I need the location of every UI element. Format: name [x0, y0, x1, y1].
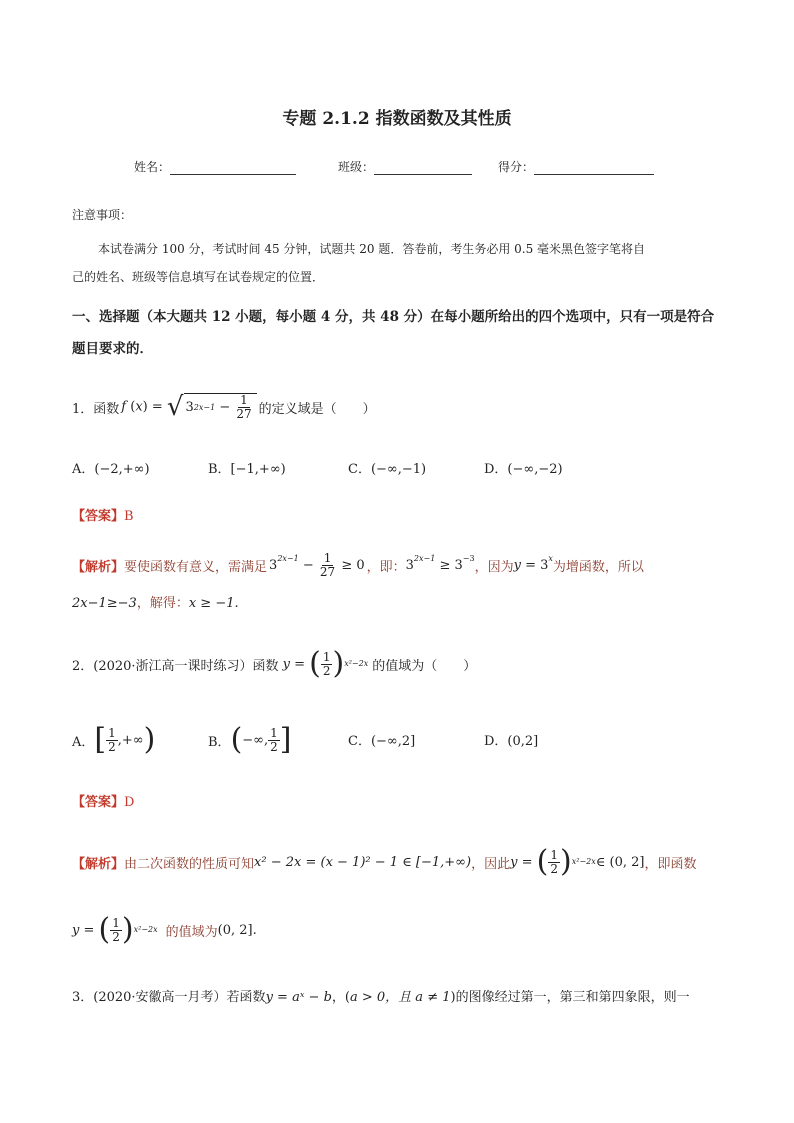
q2-answer-tag: 【答案】: [72, 795, 125, 810]
q1-analysis-ineq3: 2x−1≥−3: [72, 596, 137, 611]
q1-option-c[interactable]: C．(−∞,−1): [348, 462, 427, 477]
section-heading-line1: 一、选择题（本大题共 12 小题，每小题 4 分，共 48 分）在每小题所给出的四个选项中，只有一项是符合: [72, 309, 715, 325]
q2-answer: [72, 791, 134, 810]
q2-option-d[interactable]: D．(0,2]: [484, 734, 539, 749]
q2-formula: y = ( $\frac{1}{2}$ ) x²−2x: [282, 646, 369, 681]
name-field[interactable]: [134, 158, 296, 175]
notice-line2: 己的姓名、班级等信息填写在试卷规定的位置．: [72, 270, 325, 284]
question-1: [72, 390, 376, 424]
q2-analysis-range: ∈ (0, 2]: [595, 854, 645, 870]
q1-answer: [72, 505, 134, 524]
q1-suffix: 的定义域是（ ）: [258, 401, 376, 417]
q2-analysis-text-e: 的值域为: [165, 924, 218, 940]
q1-analysis-result: x ≥ −1.: [188, 596, 239, 611]
question-3: [72, 986, 690, 1005]
q1-prefix: 1．函数: [72, 401, 120, 417]
q2-prefix: 2．(2020·浙江高一课时练习）函数: [72, 658, 279, 674]
q1-analysis-text-d: 为增函数，所以: [552, 559, 644, 575]
score-label: 得分：: [498, 160, 535, 174]
q2-analysis-final: (0, 2].: [217, 922, 257, 938]
q1-analysis-text-b: ，即：: [366, 559, 406, 575]
q1-answer-tag: 【答案】: [72, 509, 125, 524]
q2-analysis-text-d: ，即函数: [644, 856, 697, 872]
q1-analysis-line1: [72, 550, 644, 580]
notice-heading: 注意事项：: [72, 208, 133, 222]
page-title: 专题 2.1.2 指数函数及其性质: [282, 109, 512, 129]
q2-option-a[interactable]: A． [ $\frac{1}{2}$ ,+∞ ): [72, 722, 156, 757]
q3-text-a: 3．(2020·安徽高一月考）若函数: [72, 990, 266, 1005]
q1-analysis-ineq2: $3^{2x-1} \ge 3^{-3}$: [405, 553, 475, 573]
class-blank[interactable]: [374, 160, 472, 175]
q2-option-c[interactable]: C．(−∞,2]: [348, 734, 416, 749]
q1-analysis-tag: 【解析】: [72, 559, 125, 575]
score-field[interactable]: [498, 158, 654, 175]
q3-condition: a > 0，且 a ≠ 1: [350, 990, 451, 1005]
q1-option-b[interactable]: B．[−1,+∞): [208, 462, 286, 477]
q2-analysis-expr: x² − 2x = (x − 1)² − 1 ∈ [−1,+∞): [254, 854, 472, 870]
section-heading-line2: 题目要求的．: [72, 341, 153, 357]
q3-expr: y = aˣ − b: [265, 990, 332, 1005]
class-field[interactable]: [338, 158, 472, 175]
q2-analysis-formula: y = ( $\frac{1}{2}$ ) x²−2x: [510, 844, 596, 879]
q2-analysis-text-b: ，因此: [471, 856, 511, 872]
q2-analysis-formula2: y = ( $\frac{1}{2}$ ) x²−2x: [72, 912, 158, 947]
name-label: 姓名：: [134, 160, 171, 174]
q2-option-b-label: B．: [208, 734, 231, 750]
q1-formula: f (x) = √ 3 2x−1 − $\frac{1}{27}$: [121, 393, 256, 421]
q2-analysis-text-a: 由二次函数的性质可知: [124, 856, 255, 872]
notice-line1: 本试卷满分 100 分，考试时间 45 分钟，试题共 20 题．答卷前，考生务必用 0.5 毫米黑色签字笔将自: [98, 242, 646, 256]
score-blank[interactable]: [534, 160, 654, 175]
q3-text-b: ，(: [331, 990, 350, 1005]
q1-option-d[interactable]: D．(−∞,−2): [484, 462, 563, 477]
q1-analysis-func: $y = 3^x$: [513, 553, 553, 573]
q2-answer-value: D: [124, 795, 135, 810]
q2-option-a-label: A．: [72, 734, 95, 750]
class-label: 班级：: [338, 160, 375, 174]
q2-option-b[interactable]: B． ( −∞, $\frac{1}{2}$ ]: [208, 722, 292, 757]
q2-analysis-tag: 【解析】: [72, 856, 125, 872]
q1-answer-value: B: [124, 509, 134, 524]
q1-option-a[interactable]: A．(−2,+∞): [72, 462, 150, 477]
q1-analysis-line2: [72, 592, 239, 611]
question-2: [72, 644, 476, 684]
q1-analysis-text-e: ，解得：: [136, 596, 189, 611]
q1-analysis-ineq: $3^{2x-1}$ − $\frac{1}{27}$ ≥ 0: [269, 550, 365, 579]
q3-text-c: )的图像经过第一，第三和第四象限，则一: [450, 990, 690, 1005]
q2-analysis-line1: [72, 840, 697, 884]
q2-analysis-line2: [72, 908, 257, 952]
name-blank[interactable]: [170, 160, 296, 175]
q2-suffix: 的值域为（ ）: [372, 658, 477, 674]
q1-analysis-text-c: ，因为: [474, 559, 514, 575]
q1-analysis-text-a: 要使函数有意义，需满足: [124, 559, 268, 575]
